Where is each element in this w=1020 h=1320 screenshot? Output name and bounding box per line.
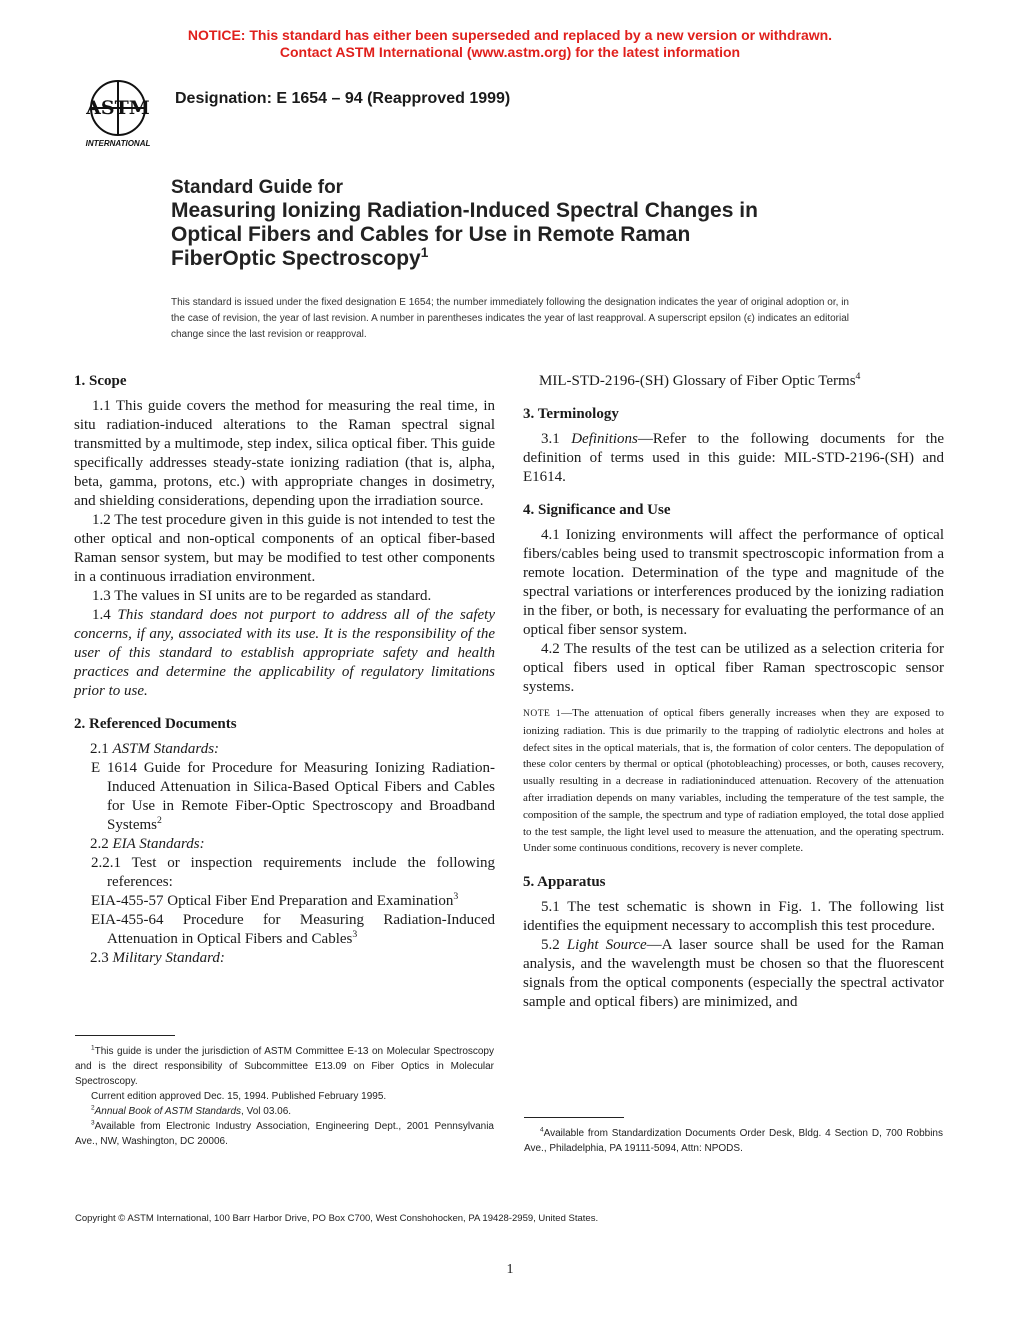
apparatus-5-2: —A laser source shall be used for the Raman analysis, and the wavelength must be chosen so that the fluorescent signals from the optical components (especially the spectral activator sample and optical fibers) are minimized, and [523,937,944,1011]
footnote-1-marker: 1 [91,1044,95,1052]
withdrawn-notice [0,27,1020,61]
designation: Designation: E 1654 – 94 (Reapproved 1999) [175,90,511,107]
footnote-1: This guide is under the jurisdiction of ASTM Committee E-13 on Molecular Spectroscopy and is the direct responsibility of Subcommittee E13.09 on Fiber Optics in Molecular Spectroscopy. [75,1046,494,1087]
apparatus-light-source-term: Light Source [566,937,647,954]
footnote-divider-left [75,1035,175,1036]
scope-1-4 [74,606,495,701]
ref-2-2: EIA Standards: [112,836,205,852]
ref-e1614: E 1614 Guide for Procedure for Measuring Ionizing Radiation-Induced Attenuation in Silica-Based Optical Fibers and Cables for Use in Remote Fiber-Optic Spectroscopy and Broadband Systems [91,760,495,833]
issuance-statement: This standard is issued under the fixed designation E 1654; the number immediately following the designation indicates the year of original adoption or, in the case of revision, the year of last revision. A number in parentheses indicates the year of last reapproval. A superscript epsilon (ϵ) indicates an editorial change since the last revision or reapproval. [171,297,849,340]
ref-2-1: ASTM Standards: [112,741,220,757]
section-heading-scope: 1. Scope [74,373,127,389]
ref-2-2-1: 2.2.1 Test or inspection requirements include the following references: [91,855,495,890]
title-line-4: FiberOptic Spectroscopy [171,247,421,270]
footnotes-left [75,1044,494,1149]
ref-2-1-number: 2.1 [90,741,113,757]
footnote-2-marker: 2 [91,1104,95,1112]
logo-lettering: ASTM [86,97,150,119]
ref-e1614-footnote: 2 [157,815,162,826]
footnote-1-current-edition: Current edition approved Dec. 15, 1994. Published February 1995. [91,1091,387,1102]
footnote-divider-right [524,1117,624,1118]
scope-1-3: 1.3 The values in SI units are to be regarded as standard. [92,588,432,604]
left-column [74,372,495,968]
apparatus-5-1: 5.1 The test schematic is shown in Fig. 1. The following list identifies the equipment necessary to accomplish this test procedure. [523,899,944,935]
title-line-2: Measuring Ionizing Radiation-Induced Spectral Changes in [171,199,758,222]
footnote-3-marker: 3 [91,1119,95,1127]
terminology-definitions-term: Definitions [571,431,638,447]
ref-mil-std-2196: MIL-STD-2196-(SH) Glossary of Fiber Optic Terms [539,373,856,389]
footnote-2-volume: , Vol 03.06. [241,1106,292,1117]
astm-logo-icon [77,78,159,150]
ref-2-3-number: 2.3 [90,950,113,966]
page-number: 1 [506,1262,514,1277]
terminology-3-1: —Refer to the following documents for the definition of terms used in this guide: MIL-STD-2196-(SH) and E1614. [523,431,945,485]
ref-mil-std-footnote: 4 [855,371,861,382]
significance-4-2: 4.2 The results of the test can be utilized as a selection criteria for optical fibers used in optical fiber Raman spectroscopic sensor systems. [523,641,944,695]
ref-2-2-number: 2.2 [90,836,113,852]
note-1-label: NOTE 1 [523,709,562,719]
right-column [523,372,944,1012]
copyright-notice: Copyright © ASTM International, 100 Barr Harbor Drive, PO Box C700, West Conshohocken, PA 19428-2959, United States. [75,1213,599,1224]
ref-eia-455-57-footnote: 3 [453,891,459,902]
footnote-4: Available from Standardization Documents Order Desk, Bldg. 4 Section D, 700 Robbins Ave., Philadelphia, PA 19111-5094, Attn: NPODS. [524,1128,943,1154]
title-line-3: Optical Fibers and Cables for Use in Remote Raman [171,223,691,246]
section-heading-significance: 4. Significance and Use [523,502,671,518]
scope-1-1: 1.1 This guide covers the method for measuring the real time, in situ radiation-induced alterations to the Raman spectral signal transmitted by a multimode, step index, silica optical fiber. This guide specifically addresses steady-state ionizing radiation (that is, alpha, beta, gamma, protons, etc.) with appropriate changes in dosimetry, and shielding considerations, depending upon the irradiation source. [74,398,495,509]
section-heading-referenced-documents: 2. Referenced Documents [74,716,237,732]
note-1: —The attenuation of optical fibers generally increases when they are exposed to ionizing radiation. This is due primarily to the trapping of radiolytic electrons and holes at defect sites in the optical materials, that is, the formation of color centers. The depopulation of these color centers by thermal or optical (photobleaching) processes, or both, causes recovery, usually resulting in a decrease in radiationinduced attenuation. Recovery of the attenuation after irradiation depends on many variables, including the temperature of the test sample, the composition of the sample, the spectrum and type of radiation employed, the total dose applied to the test sample, the light level used to measure the attenuation, and the operating spectrum. Under some continuous conditions, recovery is never complete. [523,707,944,855]
ref-eia-455-57: EIA-455-57 Optical Fiber End Preparation and Examination [91,893,454,909]
notice-line-1: NOTICE: This standard has either been superseded and replaced by a new version or withdrawn. [187,27,833,43]
significance-4-1: 4.1 Ionizing environments will affect the performance of optical fibers/cables being used to transmit spectroscopic information from a remote location. Determination of the type and magnitude of the spectral variations or interferences produced by the ionizing radiation in the fiber, or both, is necessary for evaluating the performance of an optical fiber sensor system. [523,527,944,638]
section-heading-apparatus: 5. Apparatus [523,874,606,891]
title-footnote-ref: 1 [420,245,429,260]
apparatus-5-2-number: 5.2 [541,937,567,954]
section-heading-terminology: 3. Terminology [523,406,619,422]
scope-1-4-number: 1.4 [92,607,118,623]
footnote-2: Annual Book of ASTM Standards [94,1106,242,1117]
scope-1-2: 1.2 The test procedure given in this guide is not intended to test the other optical and non-optical components of an optical fiber-based Raman sensor system, but may be modified to test other components in a continuous irradiation environment. [74,512,495,585]
title-line-1: Standard Guide for [171,177,344,198]
footnotes-right [524,1126,943,1156]
terminology-3-1-number: 3.1 [541,431,572,447]
document-title [171,177,871,271]
footnote-4-marker: 4 [540,1126,544,1134]
notice-line-2: Contact ASTM International (www.astm.org) for the latest information [279,44,741,60]
ref-2-3: Military Standard: [112,950,225,966]
logo-sub-lettering: INTERNATIONAL [85,139,151,148]
scope-1-4-text: This standard does not purport to address all of the safety concerns, if any, associated with its use. It is the responsibility of the user of this standard to establish appropriate safety and health practices and determine the applicability of regulatory limitations prior to use. [74,607,496,699]
ref-eia-455-64-footnote: 3 [352,929,358,940]
footnote-3: Available from Electronic Industry Association, Engineering Dept., 2001 Pennsylvania Ave., NW, Washington, DC 20006. [75,1121,494,1147]
ref-eia-455-64: EIA-455-64 Procedure for Measuring Radiation-Induced Attenuation in Optical Fibers and Cables [91,912,495,947]
